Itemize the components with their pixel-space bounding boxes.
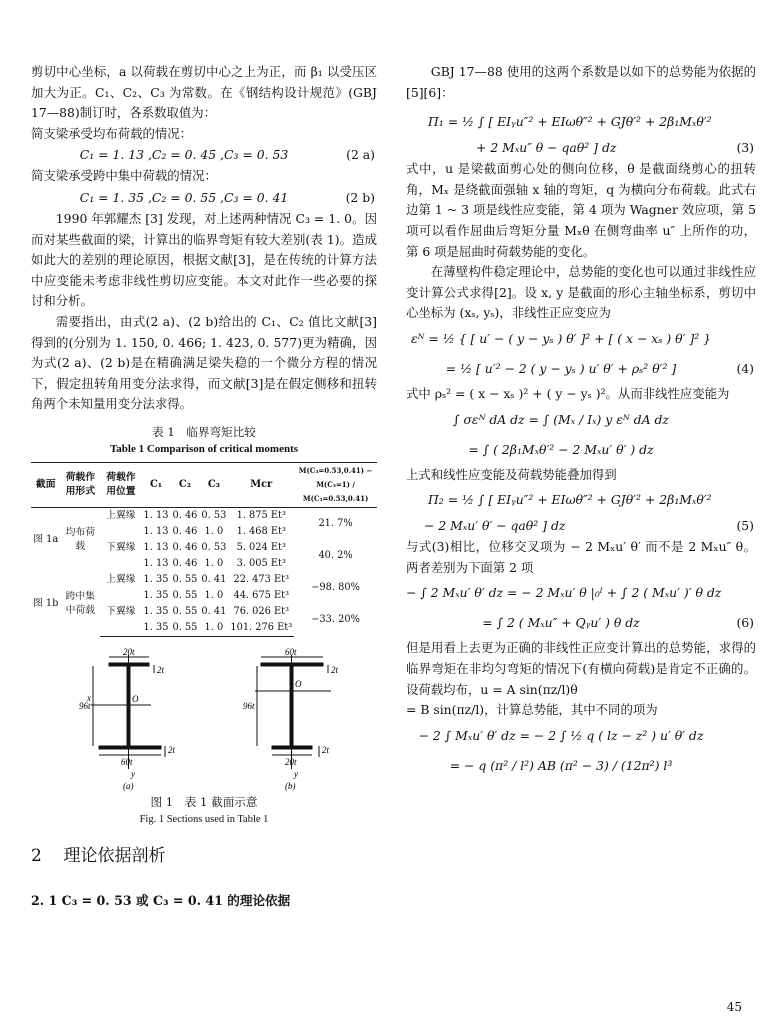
table-cell-c2: 0. 46 xyxy=(172,525,198,537)
table-cell-position xyxy=(100,524,141,540)
table-cell-difference: 21. 7% xyxy=(318,517,353,529)
equation-6-line-2 xyxy=(406,608,756,638)
equation-3-lhs: Π₁ = xyxy=(428,114,459,130)
equation-3-line-2 xyxy=(406,137,756,159)
equation-5-line-1 xyxy=(406,485,756,515)
table-cell-c3: 1. 0 xyxy=(204,589,224,601)
thickness-label: 2t xyxy=(331,664,339,675)
table-caption-en: Table 1 Comparison of critical moments xyxy=(109,442,299,455)
subfigure-label: (b) xyxy=(285,780,296,791)
thickness-label: 2t xyxy=(157,664,165,675)
equation-7-line-1 xyxy=(406,721,756,751)
table-cell-c1: 1. 35 xyxy=(143,573,169,585)
dimension-label: 96t xyxy=(243,700,255,711)
equation-6-line-1 xyxy=(406,578,756,608)
right-para-2: 式中，u 是梁截面剪心处的侧向位移，θ 是截面绕剪心的扭转角，Mₓ 是绕截面强轴 x 轴的弯矩，q 为横向分布荷载。此式右边第 1 ~ 3 项是线性应变能，第 4 项为 Wagner 效应项，第 5 项可以看作屈曲后弯矩分量 Mₓθ 在侧弯曲率 u″ 上所作的功，第 6 项是屈曲时荷载势能的变化。 xyxy=(406,161,756,259)
equation-3-body-2: + 2 Mₓu″ θ − qaθ² ] dz xyxy=(476,140,617,156)
equation-5-number: (5) xyxy=(736,518,754,534)
figure-1-drawing xyxy=(31,647,377,793)
equation-3-body-1: ½ ∫ [ EIᵧu″² + EIωθ″² + GJθ′² + 2β₁Mₓθ′² xyxy=(462,114,712,130)
figure-1 xyxy=(31,647,377,793)
thickness-label: 2t xyxy=(322,744,330,755)
table-cell-c3: 0. 53 xyxy=(201,509,227,521)
right-para-6: 与式(3)相比，位移交叉项为 − 2 Mₓu′ θ′ 而不是 2 Mₓu″ θ。两者差别为下面第 2 项 xyxy=(406,539,756,575)
equation-2a xyxy=(31,144,377,166)
table-cell-position: 上翼缘 xyxy=(106,509,136,521)
table-cell-c2: 0. 46 xyxy=(172,509,198,521)
table-cell-c1: 1. 13 xyxy=(143,509,169,521)
equation-strain-energy-1 xyxy=(406,405,756,435)
table-cell-position xyxy=(100,556,141,572)
table-cell-difference: −33. 20% xyxy=(311,614,360,626)
table-cell-mcr: 3. 005 Et³ xyxy=(236,557,286,569)
table-caption: 表 1 临界弯矩比较 xyxy=(152,424,256,439)
equation-4-body-2: = ½ [ u′² − 2 ( y − yₛ ) u′ θ′ + ρₛ² θ′² ] xyxy=(445,360,677,376)
left-para-2: 简支梁承受均布荷载的情况： xyxy=(31,125,193,141)
right-para-8: = B sin(πz/l)，计算总势能，其中不同的项为 xyxy=(406,702,658,718)
equation-4-body-1: εᴺ = ½ { [ u′ − ( y − yₛ ) θ′ ]² + [ ( x − xₛ ) θ′ ]² } xyxy=(410,330,712,346)
table-cell-c1: 1. 13 xyxy=(143,541,169,553)
header-difference: M(C₃=0.53,0.41) − M(C₃=1) / M(C₃=0.53,0.41) xyxy=(294,462,377,507)
origin-label: O xyxy=(295,678,302,689)
table-cell-c1: 1. 13 xyxy=(143,525,169,537)
origin-label: O xyxy=(132,693,139,704)
section-heading xyxy=(31,843,377,869)
table-cell-mcr: 22. 473 Et³ xyxy=(233,573,289,585)
left-para-3: 简支梁承受跨中集中荷载的情况： xyxy=(31,168,217,184)
figure-caption: 图 1 表 1 截面示意 xyxy=(150,794,258,809)
section-title: 理论依据剖析 xyxy=(63,845,166,866)
dimension-label: 60t xyxy=(285,646,297,657)
table-cell-section: 图 1a xyxy=(33,533,59,545)
equation-7-line-2 xyxy=(406,751,756,781)
equation-2a-body: C₁ = 1. 13 ,C₂ = 0. 45 ,C₃ = 0. 53 xyxy=(79,147,289,163)
equation-4-line-2 xyxy=(406,354,756,384)
subsection-heading: 2. 1 C₃ = 0. 53 或 C₃ = 0. 41 的理论依据 xyxy=(31,892,291,908)
dimension-label: 96t xyxy=(79,700,91,711)
equation-2b-body: C₁ = 1. 35 ,C₂ = 0. 55 ,C₃ = 0. 41 xyxy=(79,189,289,205)
table-cell-c2: 0. 46 xyxy=(172,557,198,569)
equation-4-line-1 xyxy=(406,324,756,354)
header-c3: C₃ xyxy=(199,462,228,507)
header-section: 截面 xyxy=(31,462,60,507)
table-cell-section: 图 1b xyxy=(33,598,59,610)
table-row xyxy=(31,507,377,524)
header-position: 荷载作用位置 xyxy=(100,462,141,507)
subfigure-label: (a) xyxy=(123,780,134,791)
equation-2b-number: (2 b) xyxy=(345,189,375,205)
equation-6-number: (6) xyxy=(736,615,754,631)
table-cell-mcr: 76. 026 Et³ xyxy=(233,605,289,617)
table-cell-difference: 40. 2% xyxy=(318,549,353,561)
table-cell-c3: 0. 41 xyxy=(201,605,227,617)
table-cell-c3: 0. 41 xyxy=(201,573,227,585)
right-para-7: 但是用看上去更为正确的非线性正应变计算出的总势能，求得的临界弯矩在非均匀弯矩的情况下(有横向荷载)是肯定不正确的。设荷载均布，u = A sin(πz/l)θ xyxy=(406,640,756,697)
equation-strain-energy-body-1: ∫ σεᴺ dA dz = ∫ (Mₓ / Iₓ) y εᴺ dA dz xyxy=(453,411,669,427)
right-column xyxy=(406,62,756,781)
equation-5-body-2: − 2 Mₓu′ θ′ − qaθ² ] dz xyxy=(424,518,566,534)
table-cell-c3: 1. 0 xyxy=(199,620,228,637)
table-cell-position xyxy=(100,588,141,604)
header-mcr: Mcr xyxy=(228,462,294,507)
table-cell-position: 下翼缘 xyxy=(106,605,136,617)
section-b xyxy=(255,655,331,769)
dimension-label: 20t xyxy=(285,756,297,767)
table-cell-c2: 0. 55 xyxy=(172,605,198,617)
table-cell-c3: 0. 53 xyxy=(201,541,227,553)
header-load: 荷载作用形式 xyxy=(60,462,100,507)
table-cell-position: 上翼缘 xyxy=(106,573,136,585)
equation-5-line-2 xyxy=(406,515,756,537)
equation-3-number: (3) xyxy=(736,140,754,156)
page-number: 45 xyxy=(726,1000,742,1014)
dimension-label: 20t xyxy=(123,646,135,657)
axis-label: x xyxy=(87,692,91,703)
left-column xyxy=(31,62,377,912)
left-para-1: 剪切中心坐标，a 以荷载在剪切中心之上为正，而 β₁ 以受压区加大为正。C₁、C₂、C₃ 为常数。在《钢结构设计规范》(GBJ 17—88)制订时，各系数取值为： xyxy=(31,64,377,121)
equation-2a-number: (2 a) xyxy=(346,147,375,163)
table-cell-load: 跨中集中荷载 xyxy=(65,591,96,617)
equation-5-body-1: ½ ∫ [ EIᵧu″² + EIωθ″² + GJθ′² + 2β₁Mₓθ′² xyxy=(462,492,712,508)
table-cell-c1: 1. 35 xyxy=(142,620,171,637)
equation-strain-energy-body-2: = ∫ ( 2β₁Mₓθ′² − 2 Mₓu′ θ′ ) dz xyxy=(468,441,654,457)
axis-label: y xyxy=(131,768,135,779)
table-cell-c3: 1. 0 xyxy=(204,557,224,569)
right-para-3: 在薄壁构件稳定理论中，总势能的变化也可以通过非线性应变计算公式求得[2]。设 x, y 是截面的形心主轴坐标系，剪切中心坐标为 (xₛ, yₛ)，非线性正应变应为 xyxy=(406,264,756,321)
table-cell-mcr: 1. 468 Et³ xyxy=(236,525,286,537)
equation-2b xyxy=(31,187,377,209)
left-para-4: 1990 年郭耀杰 [3] 发现，对上述两种情况 C₃ = 1. 0。因而对某些截面的梁，计算出的临界弯矩有较大差别(表 1)。造成如此大的差别的理论原因，根据文献[3]，是在传统的计算方法中应变能未考虑非线性剪切应变能。本文对此作一些必要的探讨和分析。 xyxy=(31,210,377,309)
right-para-5: 上式和线性应变能及荷载势能叠加得到 xyxy=(406,466,617,482)
equation-5-lhs: Π₂ = xyxy=(428,492,459,508)
thickness-label: 2t xyxy=(168,744,176,755)
header-c2: C₂ xyxy=(170,462,199,507)
table-cell-position: 下翼缘 xyxy=(106,541,136,553)
right-para-1: GBJ 17—88 使用的这两个系数是以如下的总势能为依据的[5][6]： xyxy=(406,64,756,100)
section-number: 2 xyxy=(31,845,42,866)
equation-6-body-2: = ∫ 2 ( Mₓu″ + Qᵧu′ ) θ dz xyxy=(482,615,640,631)
equation-6-body-1: − ∫ 2 Mₓu′ θ′ dz = − 2 Mₓu′ θ |₀ˡ + ∫ 2 ( Mₓu′ )′ θ dz xyxy=(406,585,722,601)
table-cell-c3: 1. 0 xyxy=(204,525,224,537)
comparison-table xyxy=(31,462,377,637)
table-cell-c1: 1. 13 xyxy=(143,557,169,569)
figure-caption-en: Fig. 1 Sections used in Table 1 xyxy=(139,813,269,825)
equation-7-body-2: = − q (π² / l²) AB (π² − 3) / (12π²) l³ xyxy=(449,757,673,773)
table-cell-c2: 0. 46 xyxy=(172,541,198,553)
axis-label: y xyxy=(294,768,298,779)
table-cell-mcr: 44. 675 Et³ xyxy=(233,589,289,601)
table-cell-c2: 0. 55 xyxy=(172,573,198,585)
equation-3-line-1 xyxy=(406,107,756,137)
left-para-5: 需要指出，由式(2 a)、(2 b)给出的 C₁、C₂ 值比文献[3]得到的(分别为 1. 150, 0. 466; 1. 423, 0. 577)更为精确，因为式(2 a)、(2 b)是在精确满足梁失稳的一个微分方程的情况下，假定扭转角用变分法求得，而文献[3]是在假定侧移和扭转角两个未知量用变分法求得。 xyxy=(31,313,377,412)
dimension-label: 60t xyxy=(121,756,133,767)
table-cell-mcr: 1. 875 Et³ xyxy=(236,509,286,521)
equation-strain-energy-2 xyxy=(406,435,756,465)
table-cell-c2: 0. 55 xyxy=(170,620,199,637)
table-cell-c2: 0. 55 xyxy=(172,589,198,601)
table-cell-position xyxy=(100,620,141,637)
table-cell-mcr: 5. 024 Et³ xyxy=(236,541,286,553)
table-cell-mcr: 101. 276 Et³ xyxy=(228,620,294,637)
right-para-4: 式中 ρₛ² = ( x − xₛ )² + ( y − yₛ )²。从而非线性应变能为 xyxy=(406,385,730,401)
header-c1: C₁ xyxy=(142,462,171,507)
table-cell-difference: −98. 80% xyxy=(311,581,360,593)
table-cell-load: 均布荷载 xyxy=(65,526,96,552)
equation-7-body-1: − 2 ∫ Mₓu′ θ′ dz = − 2 ∫ ½ q ( lz − z² ) u′ θ′ dz xyxy=(418,727,704,743)
table-cell-c1: 1. 35 xyxy=(143,605,169,617)
table-cell-c1: 1. 35 xyxy=(143,589,169,601)
equation-4-number: (4) xyxy=(736,360,754,376)
table-row xyxy=(31,572,377,588)
section-a xyxy=(91,655,165,769)
